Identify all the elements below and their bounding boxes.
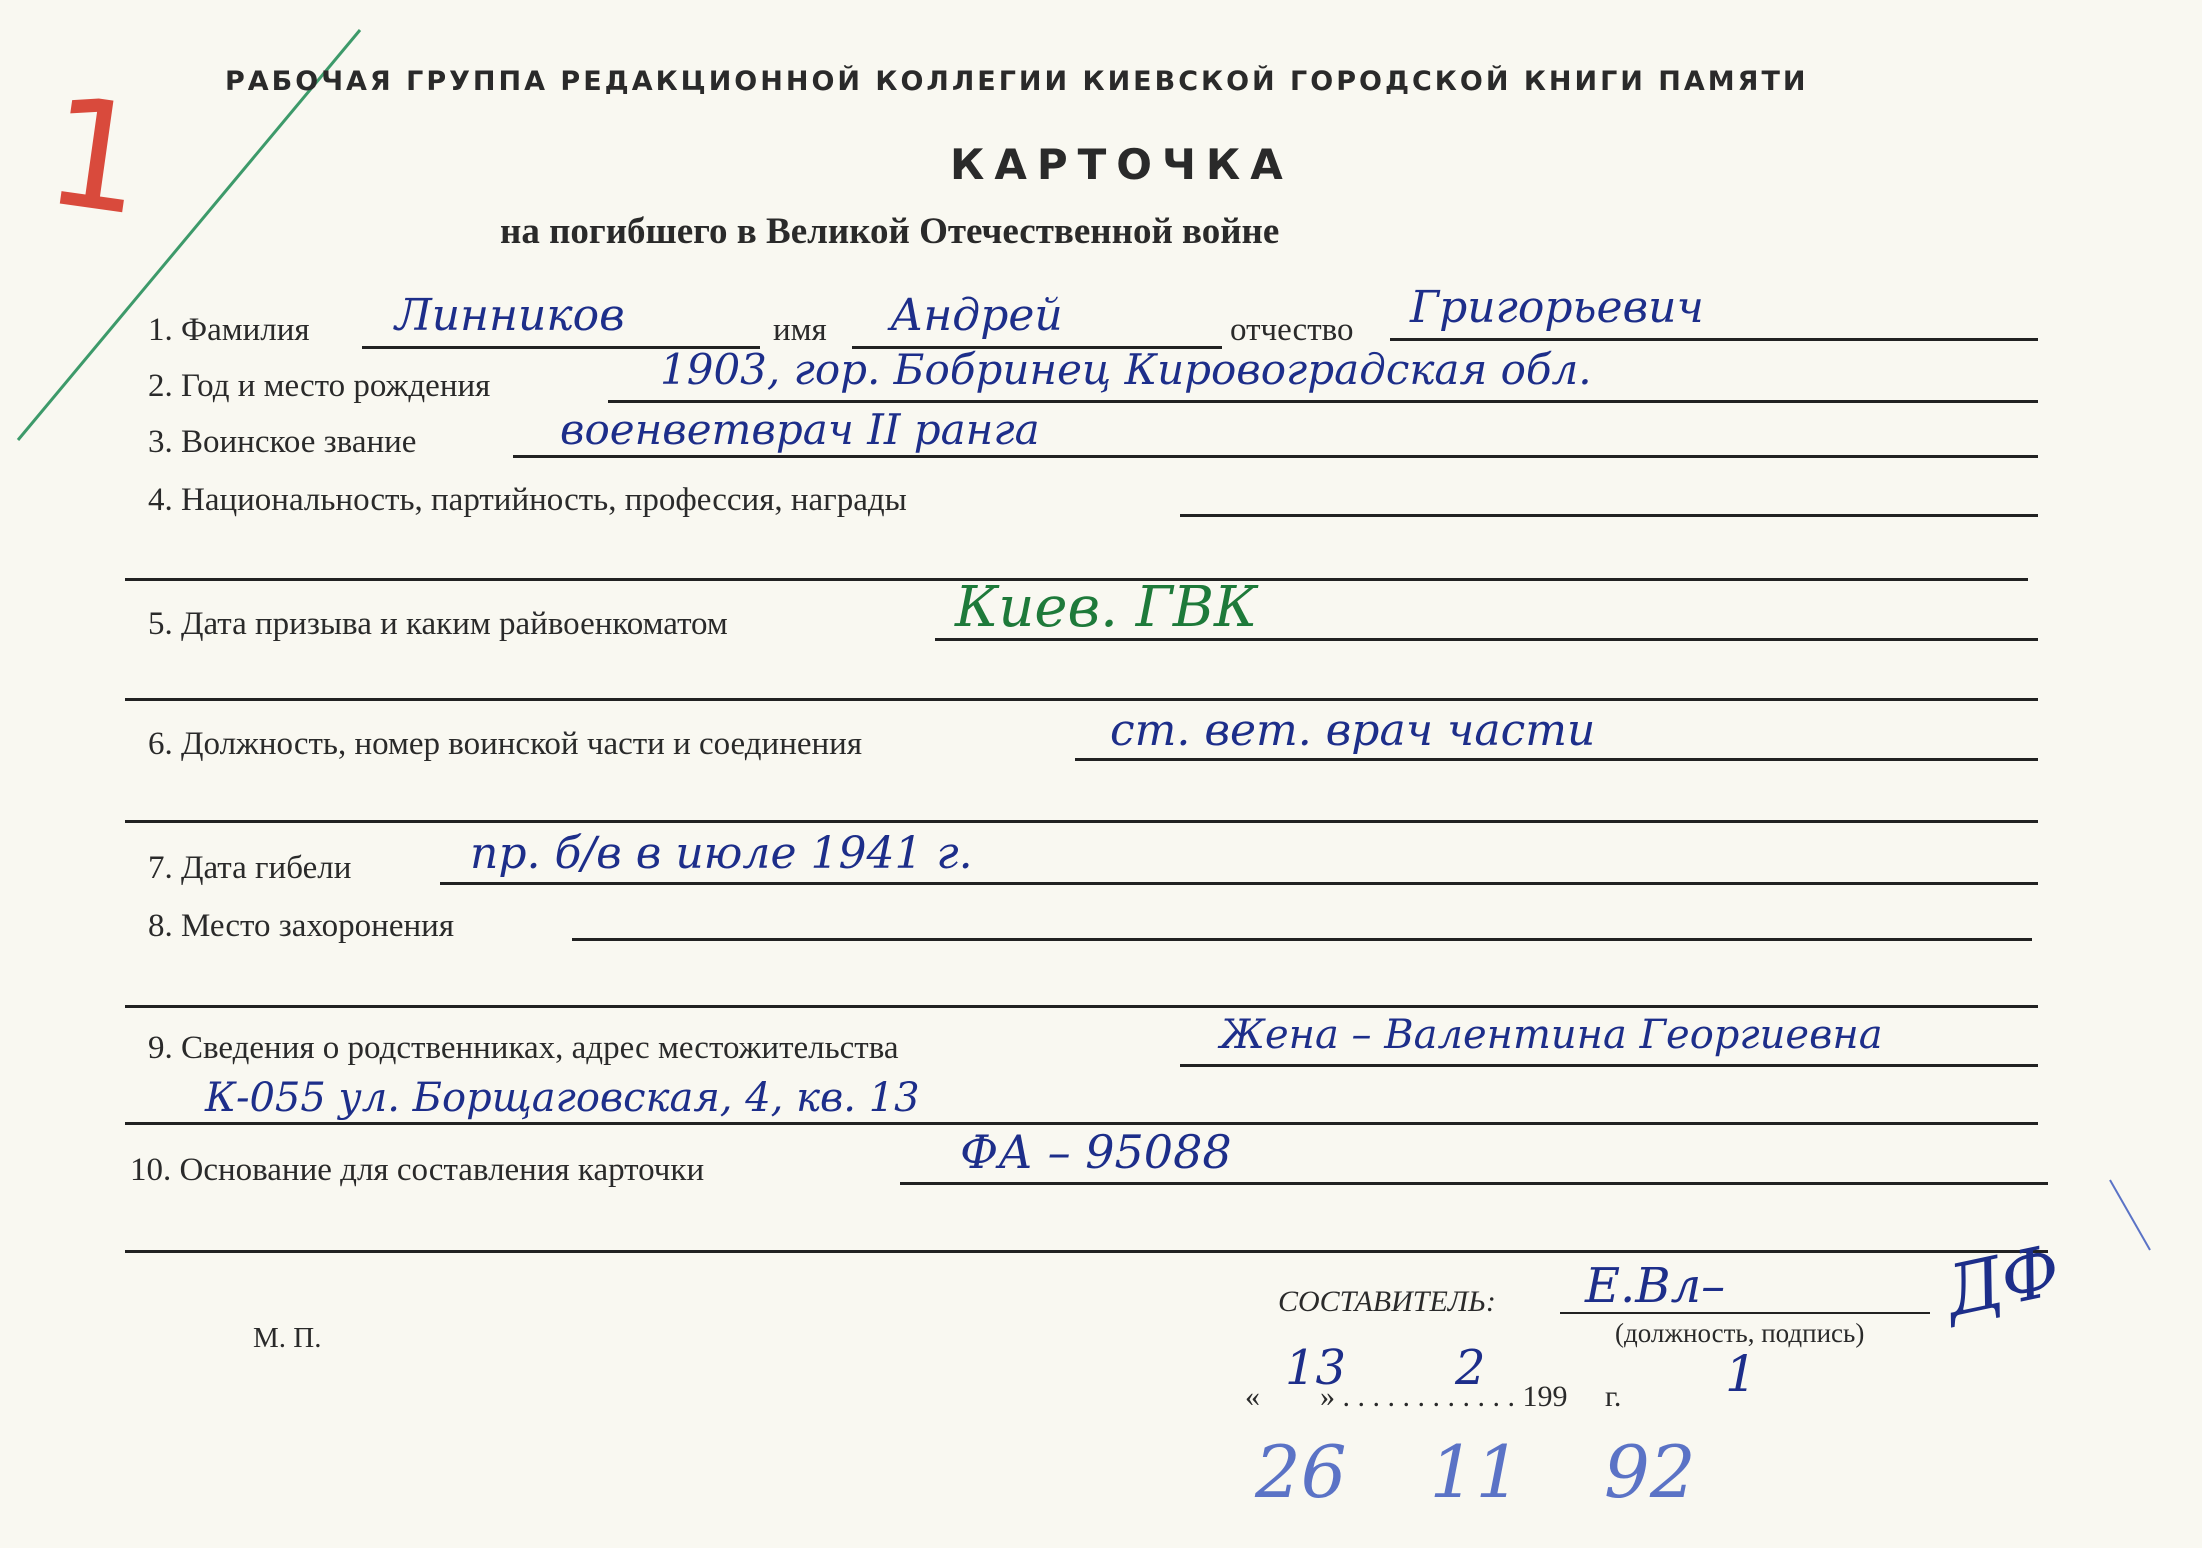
nationality-label: 4. Национальность, партийность, профессия, награды (148, 482, 907, 518)
conscription-label: 5. Дата призыва и каким райвоенкоматом (148, 606, 728, 642)
basis-line-2 (125, 1250, 2048, 1253)
second-date[interactable]: 26 11 92 (1255, 1430, 1696, 1514)
date-month-value[interactable]: 2 (1455, 1340, 1486, 1396)
position-label: 6. Должность, номер воинской части и соединения (148, 726, 862, 762)
death-date-line (440, 882, 2038, 885)
surname-value[interactable]: Линников (395, 290, 625, 341)
side-signature[interactable]: ДФ (1937, 1228, 2068, 1334)
name-label: имя (773, 312, 827, 348)
position-line (1075, 758, 2038, 761)
blue-tick-mark (2110, 1180, 2150, 1250)
organization-header: РАБОЧАЯ ГРУППА РЕДАКЦИОННОЙ КОЛЛЕГИИ КИЕВСКОЙ ГОРОДСКОЙ КНИГИ ПАМЯТИ (225, 66, 1809, 97)
death-date-value[interactable]: пр. б/в в июле 1941 г. (470, 828, 973, 879)
conscription-value[interactable]: Киев. ГВК (955, 575, 1258, 640)
basis-label: 10. Основание для составления карточки (130, 1152, 705, 1188)
rank-value[interactable]: военветврач II ранга (560, 405, 1040, 454)
date-year-value[interactable]: 1 (1725, 1345, 1757, 1403)
card-title: КАРТОЧКА (950, 140, 1293, 189)
basis-value[interactable]: ФА – 95088 (960, 1125, 1232, 1179)
date-day-value[interactable]: 13 (1285, 1340, 1347, 1396)
date-open-quote: « (1245, 1380, 1260, 1413)
burial-line (572, 938, 2032, 941)
nationality-line (1180, 514, 2038, 517)
compiler-caption: (должность, подпись) (1615, 1318, 1865, 1348)
burial-label: 8. Место захоронения (148, 908, 454, 944)
relatives-value[interactable]: Жена – Валентина Георгиевна (1220, 1012, 1883, 1058)
name-value[interactable]: Андрей (890, 290, 1063, 341)
compiler-signature[interactable]: Е.Вл– (1585, 1258, 1726, 1314)
birth-label: 2. Год и место рождения (148, 368, 491, 404)
position-value[interactable]: ст. вет. врач части (1110, 705, 1596, 756)
address-value[interactable]: К-055 ул. Борщаговская, 4, кв. 13 (205, 1075, 920, 1121)
burial-line-2 (125, 1005, 2038, 1008)
conscription-line-2 (125, 698, 2038, 701)
position-line-2 (125, 820, 2038, 823)
date-dots: » . . . . . . . . . . . . 199 (1320, 1380, 1568, 1413)
patronymic-line (1390, 338, 2038, 341)
red-margin-numeral: 1 (36, 64, 156, 250)
card-subtitle: на погибшего в Великой Отечественной войне (500, 211, 1280, 252)
basis-line (900, 1182, 2048, 1185)
relatives-line (1180, 1064, 2038, 1067)
rank-line (513, 455, 2038, 458)
patronymic-label: отчество (1230, 312, 1354, 348)
death-date-label: 7. Дата гибели (148, 850, 352, 886)
rank-label: 3. Воинское звание (148, 424, 417, 460)
seal-place-label: М. П. (253, 1322, 322, 1354)
surname-label: 1. Фамилия (148, 312, 310, 348)
date-year-suffix: г. (1605, 1380, 1622, 1413)
relatives-label: 9. Сведения о родственниках, адрес местожительства (148, 1030, 899, 1066)
compiler-label: СОСТАВИТЕЛЬ: (1278, 1285, 1496, 1318)
birth-value[interactable]: 1903, гор. Бобринец Кировоградская обл. (660, 345, 1592, 394)
patronymic-value[interactable]: Григорьевич (1410, 282, 1704, 333)
birth-line (608, 400, 2038, 403)
